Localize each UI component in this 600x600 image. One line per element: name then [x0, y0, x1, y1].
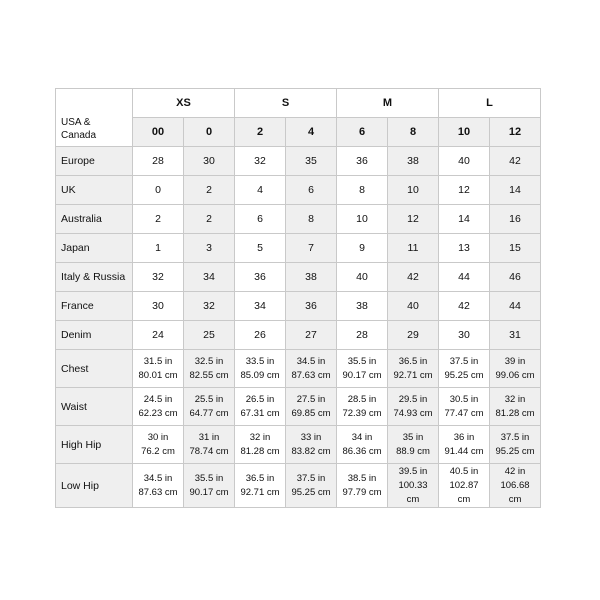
size-chart-container [55, 88, 541, 508]
size-value-cell: 24 [133, 321, 184, 350]
measurement-cell: 34.5 in 87.63 cm [133, 464, 184, 508]
size-value-cell: 30 [133, 292, 184, 321]
measurement-cell: 25.5 in 64.77 cm [184, 388, 235, 426]
row-label-france: France [56, 292, 133, 321]
size-value-cell: 42 [439, 292, 490, 321]
row-label-high-hip: High Hip [56, 426, 133, 464]
row-label-australia: Australia [56, 205, 133, 234]
row-uk [56, 176, 541, 205]
us-size-cell: 00 [133, 118, 184, 147]
size-value-cell: 44 [490, 292, 541, 321]
row-france [56, 292, 541, 321]
row-label-europe: Europe [56, 147, 133, 176]
measurement-cell: 31 in 78.74 cm [184, 426, 235, 464]
measurement-cell: 31.5 in 80.01 cm [133, 350, 184, 388]
row-low-hip [56, 464, 541, 508]
size-value-cell: 2 [184, 176, 235, 205]
row-waist [56, 388, 541, 426]
size-value-cell: 6 [235, 205, 286, 234]
size-value-cell: 30 [184, 147, 235, 176]
size-group-header: S [235, 89, 337, 118]
measurement-cell: 27.5 in 69.85 cm [286, 388, 337, 426]
measurement-cell: 28.5 in 72.39 cm [337, 388, 388, 426]
size-value-cell: 40 [439, 147, 490, 176]
size-value-cell: 2 [184, 205, 235, 234]
measurement-cell: 42 in 106.68 cm [490, 464, 541, 508]
size-value-cell: 15 [490, 234, 541, 263]
measurement-cell: 38.5 in 97.79 cm [337, 464, 388, 508]
row-label-low-hip: Low Hip [56, 464, 133, 508]
size-value-cell: 12 [388, 205, 439, 234]
row-label-waist: Waist [56, 388, 133, 426]
measurement-cell: 37.5 in 95.25 cm [286, 464, 337, 508]
size-value-cell: 42 [490, 147, 541, 176]
size-value-cell: 36 [235, 263, 286, 292]
corner-label: USA & Canada [56, 89, 133, 147]
row-label-chest: Chest [56, 350, 133, 388]
row-label-uk: UK [56, 176, 133, 205]
size-value-cell: 10 [337, 205, 388, 234]
size-value-cell: 3 [184, 234, 235, 263]
measurement-cell: 32 in 81.28 cm [490, 388, 541, 426]
measurement-cell: 30.5 in 77.47 cm [439, 388, 490, 426]
size-value-cell: 32 [133, 263, 184, 292]
measurement-cell: 39.5 in 100.33 cm [388, 464, 439, 508]
size-value-cell: 25 [184, 321, 235, 350]
size-value-cell: 38 [388, 147, 439, 176]
measurement-cell: 37.5 in 95.25 cm [439, 350, 490, 388]
measurement-cell: 35 in 88.9 cm [388, 426, 439, 464]
measurement-cell: 33.5 in 85.09 cm [235, 350, 286, 388]
measurement-cell: 35.5 in 90.17 cm [337, 350, 388, 388]
measurement-cell: 26.5 in 67.31 cm [235, 388, 286, 426]
row-high-hip [56, 426, 541, 464]
size-value-cell: 14 [439, 205, 490, 234]
size-value-cell: 9 [337, 234, 388, 263]
measurement-cell: 33 in 83.82 cm [286, 426, 337, 464]
row-label-japan: Japan [56, 234, 133, 263]
row-australia [56, 205, 541, 234]
size-value-cell: 38 [286, 263, 337, 292]
size-value-cell: 1 [133, 234, 184, 263]
size-value-cell: 6 [286, 176, 337, 205]
size-chart-body [56, 89, 541, 508]
size-value-cell: 11 [388, 234, 439, 263]
size-value-cell: 34 [184, 263, 235, 292]
size-value-cell: 7 [286, 234, 337, 263]
row-denim [56, 321, 541, 350]
size-value-cell: 44 [439, 263, 490, 292]
size-value-cell: 26 [235, 321, 286, 350]
row-italy-and-russia [56, 263, 541, 292]
measurement-cell: 40.5 in 102.87 cm [439, 464, 490, 508]
measurement-cell: 36 in 91.44 cm [439, 426, 490, 464]
measurement-cell: 36.5 in 92.71 cm [388, 350, 439, 388]
size-chart-table [55, 88, 541, 508]
us-size-cell: 12 [490, 118, 541, 147]
row-label-italy-and-russia: Italy & Russia [56, 263, 133, 292]
size-group-header: M [337, 89, 439, 118]
row-europe [56, 147, 541, 176]
size-value-cell: 40 [388, 292, 439, 321]
row-chest [56, 350, 541, 388]
us-size-cell: 0 [184, 118, 235, 147]
size-group-header: L [439, 89, 541, 118]
size-value-cell: 5 [235, 234, 286, 263]
size-value-cell: 14 [490, 176, 541, 205]
measurement-cell: 32 in 81.28 cm [235, 426, 286, 464]
us-size-cell: 8 [388, 118, 439, 147]
size-value-cell: 0 [133, 176, 184, 205]
size-value-cell: 13 [439, 234, 490, 263]
us-size-cell: 6 [337, 118, 388, 147]
measurement-cell: 32.5 in 82.55 cm [184, 350, 235, 388]
size-value-cell: 32 [184, 292, 235, 321]
size-value-cell: 10 [388, 176, 439, 205]
size-value-cell: 2 [133, 205, 184, 234]
measurement-cell: 35.5 in 90.17 cm [184, 464, 235, 508]
us-size-cell: 4 [286, 118, 337, 147]
size-value-cell: 46 [490, 263, 541, 292]
size-value-cell: 12 [439, 176, 490, 205]
us-size-cell: 2 [235, 118, 286, 147]
size-value-cell: 38 [337, 292, 388, 321]
measurement-cell: 37.5 in 95.25 cm [490, 426, 541, 464]
measurement-cell: 34.5 in 87.63 cm [286, 350, 337, 388]
size-value-cell: 4 [235, 176, 286, 205]
size-value-cell: 8 [337, 176, 388, 205]
measurement-cell: 39 in 99.06 cm [490, 350, 541, 388]
size-group-header-row [56, 89, 541, 118]
size-value-cell: 31 [490, 321, 541, 350]
size-value-cell: 36 [337, 147, 388, 176]
measurement-cell: 29.5 in 74.93 cm [388, 388, 439, 426]
size-value-cell: 28 [337, 321, 388, 350]
measurement-cell: 24.5 in 62.23 cm [133, 388, 184, 426]
row-japan [56, 234, 541, 263]
measurement-cell: 36.5 in 92.71 cm [235, 464, 286, 508]
size-value-cell: 29 [388, 321, 439, 350]
size-value-cell: 34 [235, 292, 286, 321]
size-value-cell: 16 [490, 205, 541, 234]
us-size-cell: 10 [439, 118, 490, 147]
size-value-cell: 35 [286, 147, 337, 176]
size-value-cell: 8 [286, 205, 337, 234]
size-group-header: XS [133, 89, 235, 118]
size-value-cell: 27 [286, 321, 337, 350]
size-value-cell: 40 [337, 263, 388, 292]
measurement-cell: 34 in 86.36 cm [337, 426, 388, 464]
size-value-cell: 30 [439, 321, 490, 350]
row-label-denim: Denim [56, 321, 133, 350]
size-value-cell: 32 [235, 147, 286, 176]
size-value-cell: 28 [133, 147, 184, 176]
size-value-cell: 42 [388, 263, 439, 292]
size-value-cell: 36 [286, 292, 337, 321]
measurement-cell: 30 in 76.2 cm [133, 426, 184, 464]
